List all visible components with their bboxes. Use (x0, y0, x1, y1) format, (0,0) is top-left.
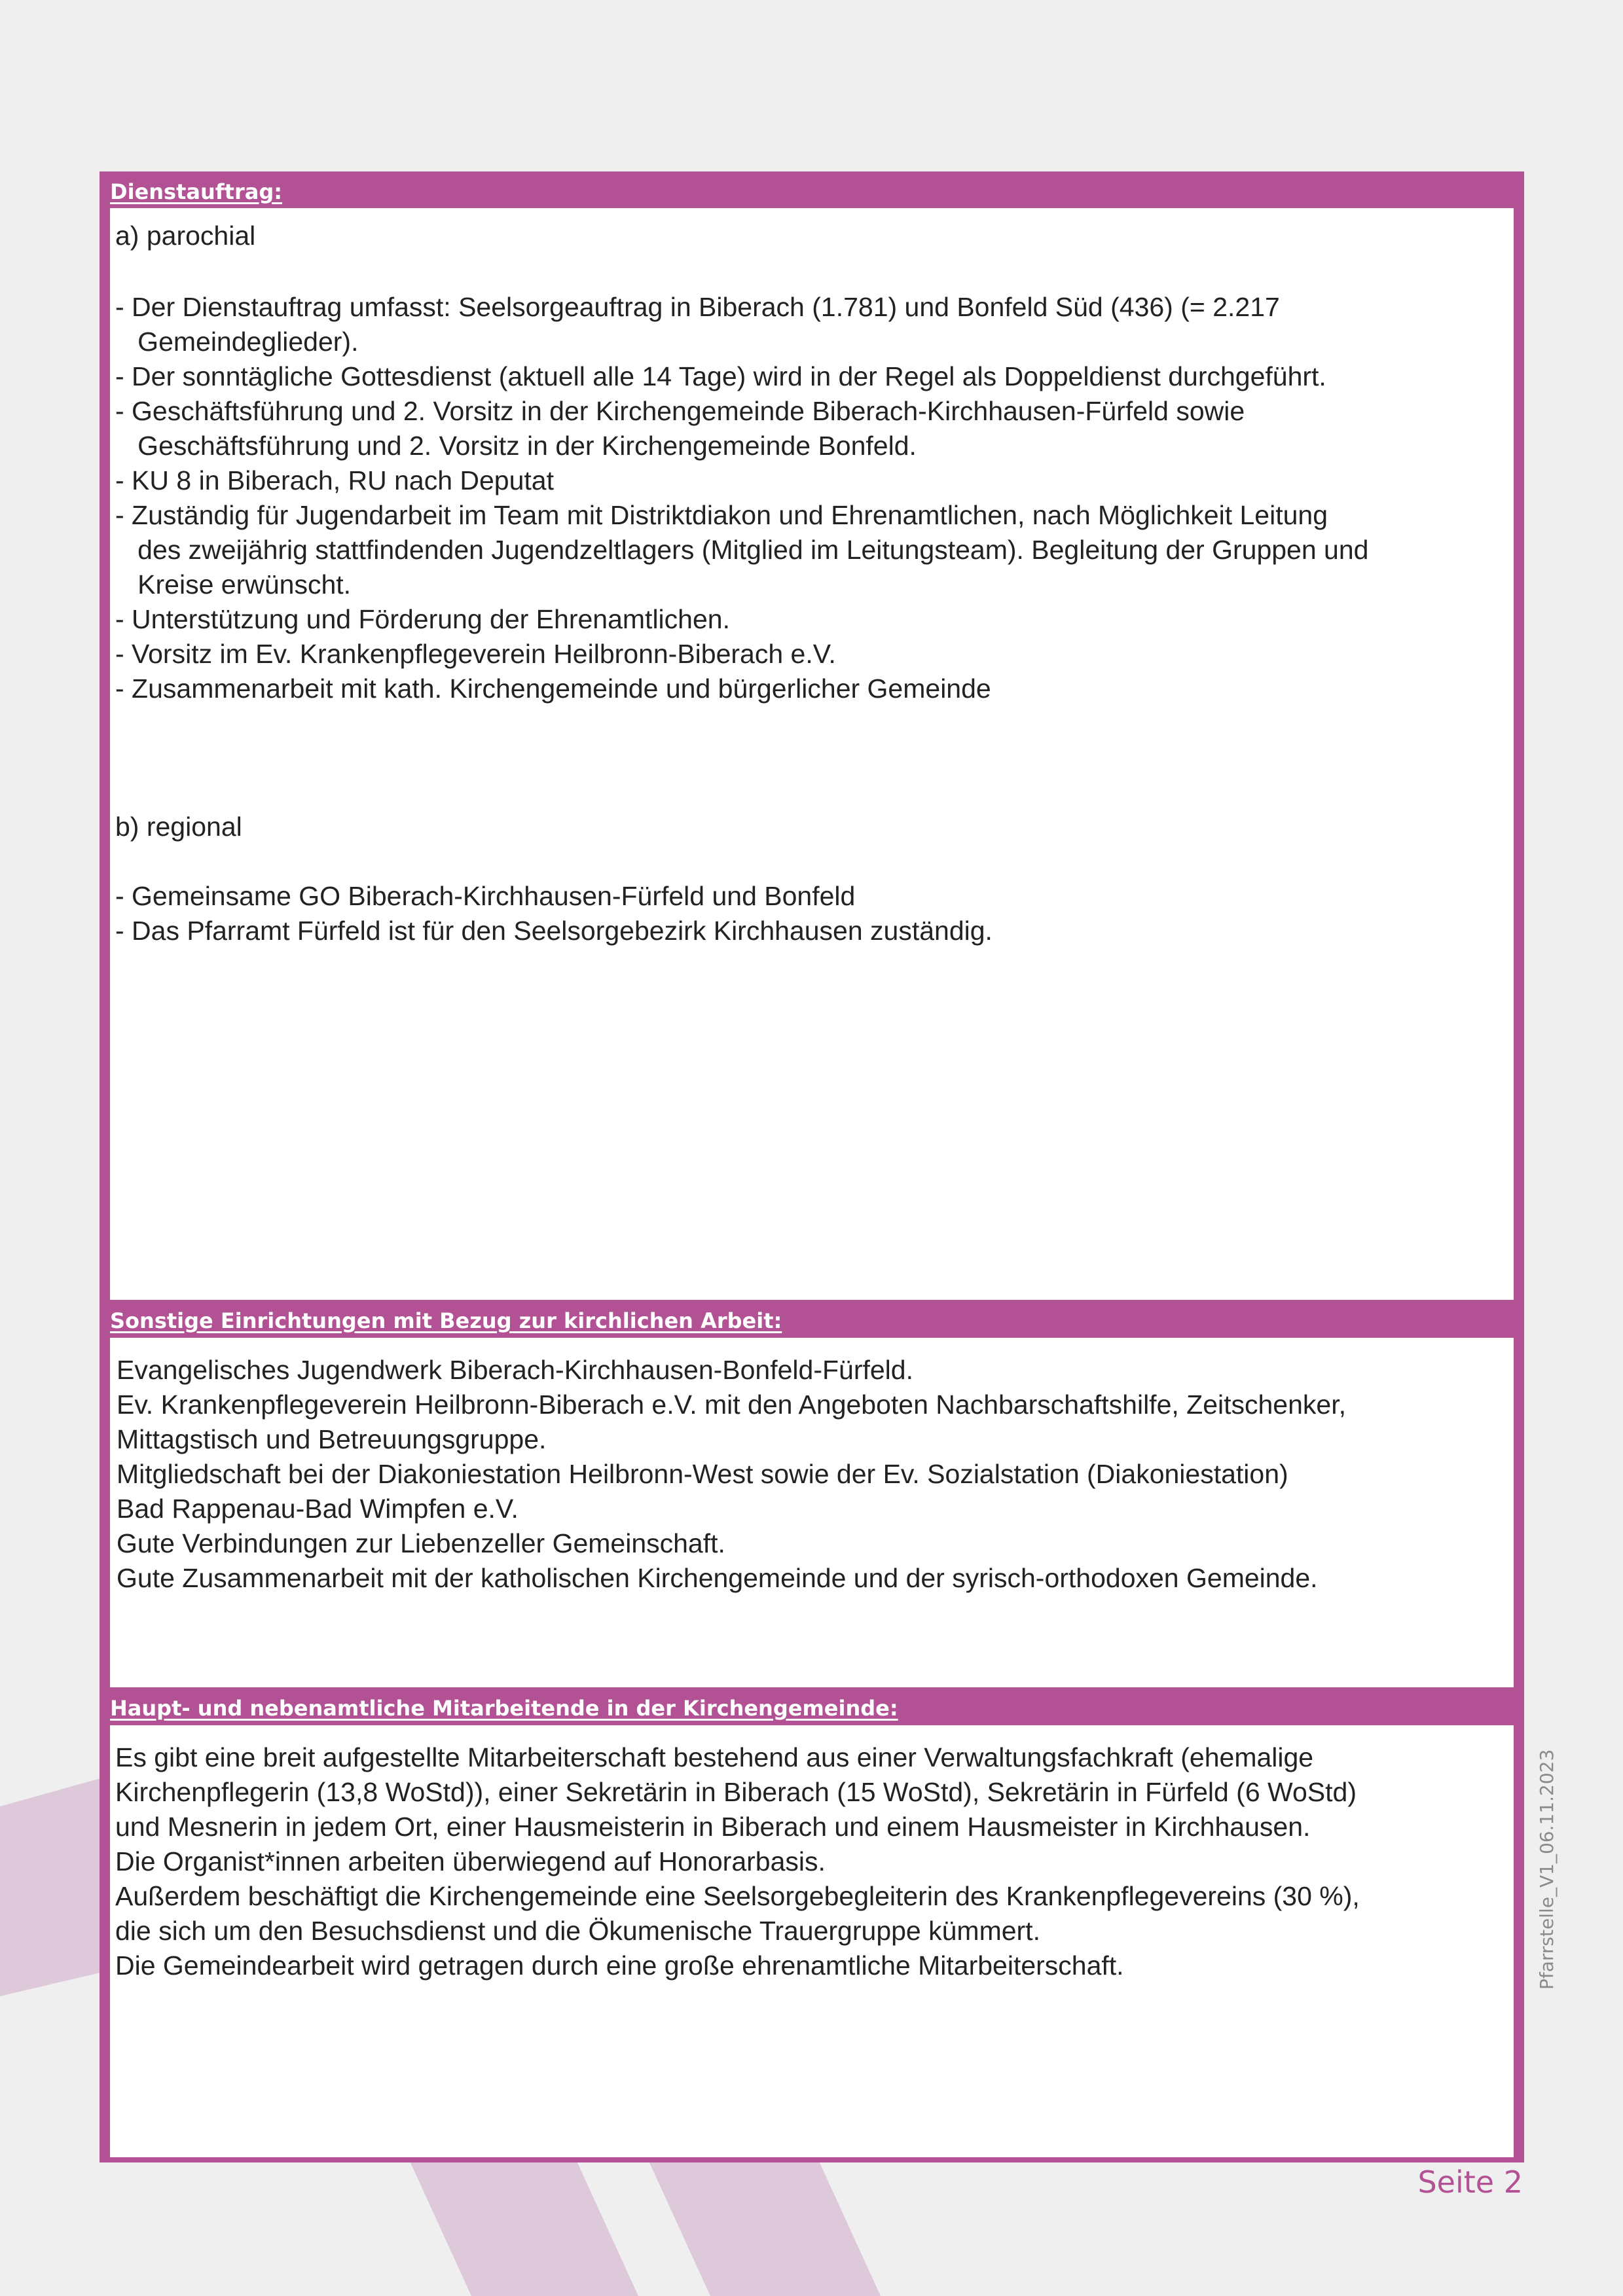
einrichtungen-line: Gute Zusammenarbeit mit der katholischen Kirchengemeinde und der syrisch-orthodoxen Gemeinde. (117, 1563, 1318, 1593)
dienstauftrag-line: - Der Dienstauftrag umfasst: Seelsorgeauftrag in Biberach (1.781) und Bonfeld Süd (436) (= 2.217 (115, 292, 1280, 322)
dienstauftrag-line: des zweijährig stattfindenden Jugendzeltlagers (Mitglied im Leitungsteam). Begleitung der Gruppen und (115, 535, 1369, 565)
section-title-einrichtungen: Sonstige Einrichtungen mit Bezug zur kirchlichen Arbeit: (110, 1308, 782, 1333)
mitarbeitende-line: Es gibt eine breit aufgestellte Mitarbeiterschaft bestehend aus einer Verwaltungsfachkraft (ehemalige (115, 1742, 1314, 1772)
dienstauftrag-line: b) regional (115, 812, 242, 842)
dienstauftrag-line: - Gemeinsame GO Biberach-Kirchhausen-Fürfeld und Bonfeld (115, 881, 856, 911)
einrichtungen-line: Ev. Krankenpflegeverein Heilbronn-Biberach e.V. mit den Angeboten Nachbarschaftshilfe, Zeitschenker, (117, 1390, 1346, 1420)
dienstauftrag-line: - Vorsitz im Ev. Krankenpflegeverein Heilbronn-Biberach e.V. (115, 639, 836, 669)
dienstauftrag-line: - Der sonntägliche Gottesdienst (aktuell alle 14 Tage) wird in der Regel als Doppeldienst durchgeführt. (115, 361, 1326, 391)
dienstauftrag-line: Geschäftsführung und 2. Vorsitz in der Kirchengemeinde Bonfeld. (115, 431, 917, 461)
dienstauftrag-line: a) parochial (115, 221, 256, 251)
einrichtungen-line: Mittagstisch und Betreuungsgruppe. (117, 1424, 547, 1454)
dienstauftrag-line: - Unterstützung und Förderung der Ehrenamtlichen. (115, 604, 730, 634)
decor-stripe-bottom-1 (409, 2160, 638, 2296)
mitarbeitende-line: Die Organist*innen arbeiten überwiegend auf Honorarbasis. (115, 1846, 826, 1876)
dienstauftrag-line: Kreise erwünscht. (115, 569, 352, 600)
dienstauftrag-line: - Zusammenarbeit mit kath. Kirchengemeinde und bürgerlicher Gemeinde (115, 673, 991, 704)
version-note: Pfarrstelle_V1_06.11.2023 (1536, 1749, 1558, 1990)
page-number: Seite 2 (1417, 2164, 1523, 2200)
dienstauftrag-line: - KU 8 in Biberach, RU nach Deputat (115, 465, 554, 495)
dienstauftrag-line: - Das Pfarramt Fürfeld ist für den Seelsorgebezirk Kirchhausen zuständig. (115, 916, 993, 946)
einrichtungen-line: Evangelisches Jugendwerk Biberach-Kirchhausen-Bonfeld-Fürfeld. (117, 1355, 913, 1385)
dienstauftrag-line: Gemeindeglieder). (115, 327, 359, 357)
section-title-dienstauftrag: Dienstauftrag: (110, 179, 283, 204)
einrichtungen-line: Gute Verbindungen zur Liebenzeller Gemeinschaft. (117, 1528, 725, 1558)
mitarbeitende-line: und Mesnerin in jedem Ort, einer Hausmeisterin in Biberach und einem Hausmeister in Kirchhausen. (115, 1812, 1311, 1842)
dienstauftrag-line: - Zuständig für Jugendarbeit im Team mit Distriktdiakon und Ehrenamtlichen, nach Möglichkeit Leitung (115, 500, 1328, 530)
mitarbeitende-line: die sich um den Besuchsdienst und die Ökumenische Trauergruppe kümmert. (115, 1916, 1040, 1946)
mitarbeitende-line: Kirchenpflegerin (13,8 WoStd)), einer Sekretärin in Biberach (15 WoStd), Sekretärin in Fürfeld (6 WoStd) (115, 1777, 1357, 1807)
section-title-mitarbeitende: Haupt- und nebenamtliche Mitarbeitende in der Kirchengemeinde: (110, 1696, 898, 1721)
decor-stripe-bottom-2 (648, 2160, 881, 2296)
mitarbeitende-line: Die Gemeindearbeit wird getragen durch eine große ehrenamtliche Mitarbeiterschaft. (115, 1950, 1124, 1981)
dienstauftrag-line: - Geschäftsführung und 2. Vorsitz in der Kirchengemeinde Biberach-Kirchhausen-Fürfeld sowie (115, 396, 1245, 426)
einrichtungen-line: Mitgliedschaft bei der Diakoniestation Heilbronn-West sowie der Ev. Sozialstation (Diakoniestation) (117, 1459, 1288, 1489)
einrichtungen-line: Bad Rappenau-Bad Wimpfen e.V. (117, 1494, 519, 1524)
mitarbeitende-line: Außerdem beschäftigt die Kirchengemeinde eine Seelsorgebegleiterin des Krankenpflegevereins (30 %), (115, 1881, 1360, 1911)
